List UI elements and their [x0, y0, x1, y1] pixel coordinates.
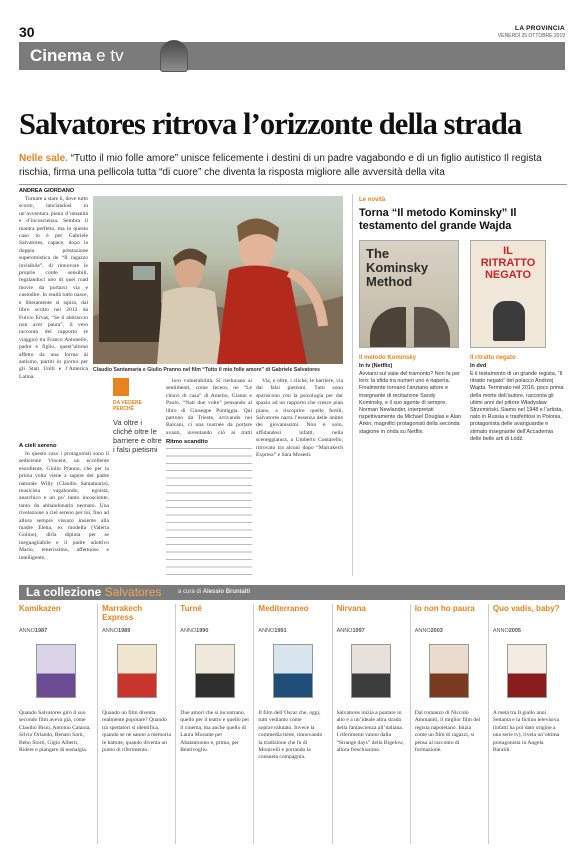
film-description: Quando un film diventa realmente popolare? Quando tra spettatori si identifica, quando se ne sanno a memoria le battute, quando diventa un punto di riferimento. [102, 710, 171, 754]
subhead-text: “Tutto il mio folle amore” unisce felicemente i destini di un padre vagabondo e di un figlio autistico Il regista rischia, firma una pellicola tutta “di cuore” che diventa la risposta migliore alle avversità della vita [19, 153, 542, 178]
subhead [19, 152, 567, 180]
film-year-label: ANNO [414, 628, 431, 634]
newspaper-name: LA PROVINCIA [515, 25, 565, 32]
section-main: Cinema [30, 46, 92, 65]
page-number: 30 [19, 24, 35, 40]
poster-wajda-title: IL RITRATTO NEGATO [480, 245, 536, 281]
body-text-3: Via, e oltre, i cliché, le barriere, via dai falsi pietismi. Tutti sono spariscono con la psicologia per dar spazio ad un rapporto che cresce pian piano, a riscoprire quelle fertili, Salvatores narra l’essenza delle anime dei giovanissimi. Non è solo, affidandosi infatti, nella sceneggiatura, a Umberto Contarello, ritrovato tra alcuni dopo “Marrakech Express” e Sara Mosetti. [256, 378, 343, 459]
sidebar-item-2-title: Il ritratto negato [470, 355, 516, 361]
article-photo [93, 196, 343, 364]
collection-title-name: Salvatores [104, 585, 162, 599]
collection-title-prefix: La collezione [26, 585, 102, 599]
poster-wajda-figure [493, 301, 525, 341]
sidebar-item-1-title: Il metodo Kominsky [359, 355, 417, 361]
film-year-label: ANNO [180, 628, 197, 634]
byline: ANDREA GIORDANO [19, 188, 75, 194]
sidebar-item-2-text: È il testamento di un grande regista, “Il ritratto negato” del polacco Andrzej Wajda. Terminato nel 2016, poco prima della morte dell’autore, racconta gli ultimi anni del pittore Władysław Strzemiński. Siamo nel 1948 e l’artista, nato in Russia e trasferitosi in Polonia, protagonista delle avanguardie e stimato insegnante dell’Accademia delle belle arti di Łódź. [470, 371, 564, 442]
collection-credit-prefix: a cura di [178, 589, 202, 595]
sidebar-item-1-meta: In tv (Netflix) [359, 363, 393, 369]
issue-date: VENERDÌ 25 OTTOBRE 2019 [497, 33, 565, 39]
film-year-label: ANNO [19, 628, 35, 634]
section-sub: tv [110, 46, 124, 65]
collection-credit [178, 589, 250, 595]
film-description: A metà tra Il giallo anni Settanta e la fiction televisiva (infatti ha poi dato origine a una serie tv), rivela un’ottima protagonista in Angela Baraldi. [492, 710, 560, 754]
film-description: Due amori che si incontrano, quello per il teatro e quello per il cinema, ma anche quello di Laura Morante per Abatantuono e, prima, per Bentivoglio. [180, 710, 250, 754]
kicker: Nelle sale. [19, 153, 68, 164]
section-title [30, 46, 124, 66]
divider [19, 184, 567, 185]
quote-text: Va oltre i cliché oltre le barriere e oltre i falsi pietismi [113, 418, 162, 454]
film-description: Quando Salvatores girò il suo secondo film aveva già, come Claudio Bisio, Antonio Catania, Silvio Orlando, Renato Sarti, Bebo Storti, Gigio Alberti, Ridere e piangere di nostalgia. [19, 710, 91, 754]
film-column [19, 604, 93, 844]
sidebar-label: Le novità [359, 197, 386, 203]
film-year-value: 1987 [34, 628, 48, 634]
film-description: Salvatores inizia a puntare in alto e a un’ideale altra strada della fantascienza all’italiana. I riferimenti vanno dalla “Strange days” della Bigelow, allora freschissimo. [336, 710, 404, 754]
film-year-label: ANNO [102, 628, 119, 634]
film-year-value: 2003 [430, 628, 443, 634]
film-year [415, 628, 484, 634]
sidebar-item-1-text: Avviarsi sul viale del tramonto? Non fa per loro: la sfida tra numeri uno è riaperta. Finalmente tornano l’anziano attore e insegnante di recitazione Sandy Kominsky, e il suo agente di sempre, Norman Newlander, interpretati rispettivamente da Michael Douglas e Alan Arkin, magnifici protagonisti della seconda stagione in onda su Netflix. [359, 371, 461, 435]
film-poster [273, 644, 313, 698]
photo-illustration [93, 196, 343, 364]
film-description: Dal romanzo di Niccolò Ammaniti, il miglior film del regista napoletano. Inizia come un film di ragazzi, si pensa al racconto di formazione. [414, 710, 481, 754]
film-title: Nirvana [336, 604, 366, 613]
intro-column [19, 196, 88, 440]
intro-text: Tornare a stare lì, dove tutto scorre, lanciandosi in un’avventura piena d’umanità e d’incoscienza. Sembra il mantra perfetto, ma in questo caso lo è per Gabriele Salvatores, capace, dopo la doppia prestazione superomistica de “Il ragazzo invisibile”, di rinnovare le proprie corde sensibili, regalandoci uno di quei road movie da portarsi via e custodire. In realtà tutto nasce, e liberamente si ispira, dal libro scritto nel 2012 da Fulvio Ervas, “Se ti abbraccio non aver paura”, il vero racconto del rapporto (e viaggio) tra Franco Antonello, padre e figlio, quest’ultimo affetto da una forma di autismo, partiti in giorno per gli Stati Uniti e l’America Latina. [19, 196, 88, 380]
film-year-label: ANNO [336, 628, 353, 634]
film-column [97, 604, 171, 844]
poster-kominsky-figures [370, 307, 450, 347]
body-column-2 [166, 378, 252, 436]
film-column [253, 604, 327, 844]
body-column-3 [256, 378, 343, 576]
film-year-label: ANNO [258, 628, 275, 634]
film-poster [117, 644, 157, 698]
film-year-value: 1990 [196, 628, 209, 634]
film-column [488, 604, 562, 844]
film-column [410, 604, 484, 844]
film-poster [507, 644, 547, 698]
film-year-label: ANNO [492, 628, 509, 634]
film-year [19, 628, 93, 634]
poster-kominsky [359, 240, 459, 348]
film-title: Turné [180, 604, 202, 613]
poster-kominsky-title: The Kominsky Method [366, 246, 429, 289]
film-title: Kamikazen [19, 604, 61, 613]
sidebar-item-2-meta: In dvd [470, 363, 487, 369]
film-title: Io non ho paura [414, 604, 475, 613]
film-poster [36, 644, 76, 698]
film-column [175, 604, 249, 844]
section-portrait [160, 40, 188, 72]
film-title: Marrakech Express [102, 604, 143, 622]
collection-credit-name: Alessio Brunialti [202, 589, 251, 595]
film-description: Il film dell’Oscar che, oggi, tutti vediamo come sopravvalutato. Invece la commedia tiene, rinnovando la tradizione che fu di Monicelli e portando la consueta compagnia. [258, 710, 323, 761]
film-year [337, 628, 406, 634]
body-column-2-continued [166, 448, 252, 576]
film-year-value: 2005 [508, 628, 521, 634]
film-poster [195, 644, 235, 698]
body-text-1: In questo caso i protagonisti sono il sedicenne Vincent, un eccellente esordiente, Giulio Pranno, che per la prima volta viene a sapere del padre naturale Willy (Claudio Santamaria), musicista vagabondo, egoista, anarchico e un po’ tanto incosciente, tanto da abbandonarlo neonato. Una rivelazione a ciel sereno per lui, fino ad allora sempre vissuto insieme alla madre Elena, ex modella (Valeria Golino), dirla dipinta per se ineguagliabile e il padre adottivo Mario, tenerissimo, affettuoso e intelligente. [19, 451, 109, 561]
film-poster [351, 644, 391, 698]
body-text-2: loro vulnerabilità. Si rieducano ai sentimenti, come fecero, ne “Le chiavi di casa” di Amelio, Gianni e Paolo. “Nati due volte” pensando al libro di Giuseppe Pontiggia. Qui partono da Trieste, arrivando nei Balcani, ci una tournée da portare avanti, inventando ciò ai tratti [166, 378, 252, 436]
pull-quote [113, 378, 163, 528]
film-grid [19, 604, 566, 844]
body-column-1 [19, 451, 109, 575]
film-year [258, 628, 327, 634]
sidebar-item-2-body [470, 371, 564, 573]
poster-wajda [470, 240, 546, 348]
headline: Salvatores ritrova l’orizzonte della strada [19, 107, 522, 141]
subhead-cieli: A cieli sereno [19, 443, 57, 449]
film-year-value: 1989 [118, 628, 131, 634]
quote-source: DA VEDERE PERCHÉ [113, 400, 142, 412]
film-title: Mediterraneo [258, 604, 309, 613]
film-column [332, 604, 406, 844]
film-poster [429, 644, 469, 698]
film-year-value: 1991 [274, 628, 287, 634]
collection-title [26, 585, 161, 600]
photo-caption: Claudio Santamaria e Giulio Pranno nel film “Tutto il mio folle amore” di Gabriele Salvatores [93, 367, 321, 373]
film-year [493, 628, 562, 634]
section-conj: e [96, 46, 106, 65]
subhead-ritmo: Ritmo scandito [166, 439, 208, 445]
quote-badge [113, 378, 129, 396]
sidebar-item-1-body [359, 371, 461, 573]
sidebar-headline: Torna “Il metodo Kominsky” Il testamento del grande Wajda [359, 207, 517, 232]
film-year [180, 628, 249, 634]
film-title: Quo vadis, baby? [492, 604, 560, 613]
film-year [102, 628, 171, 634]
film-year-value: 1997 [352, 628, 365, 634]
